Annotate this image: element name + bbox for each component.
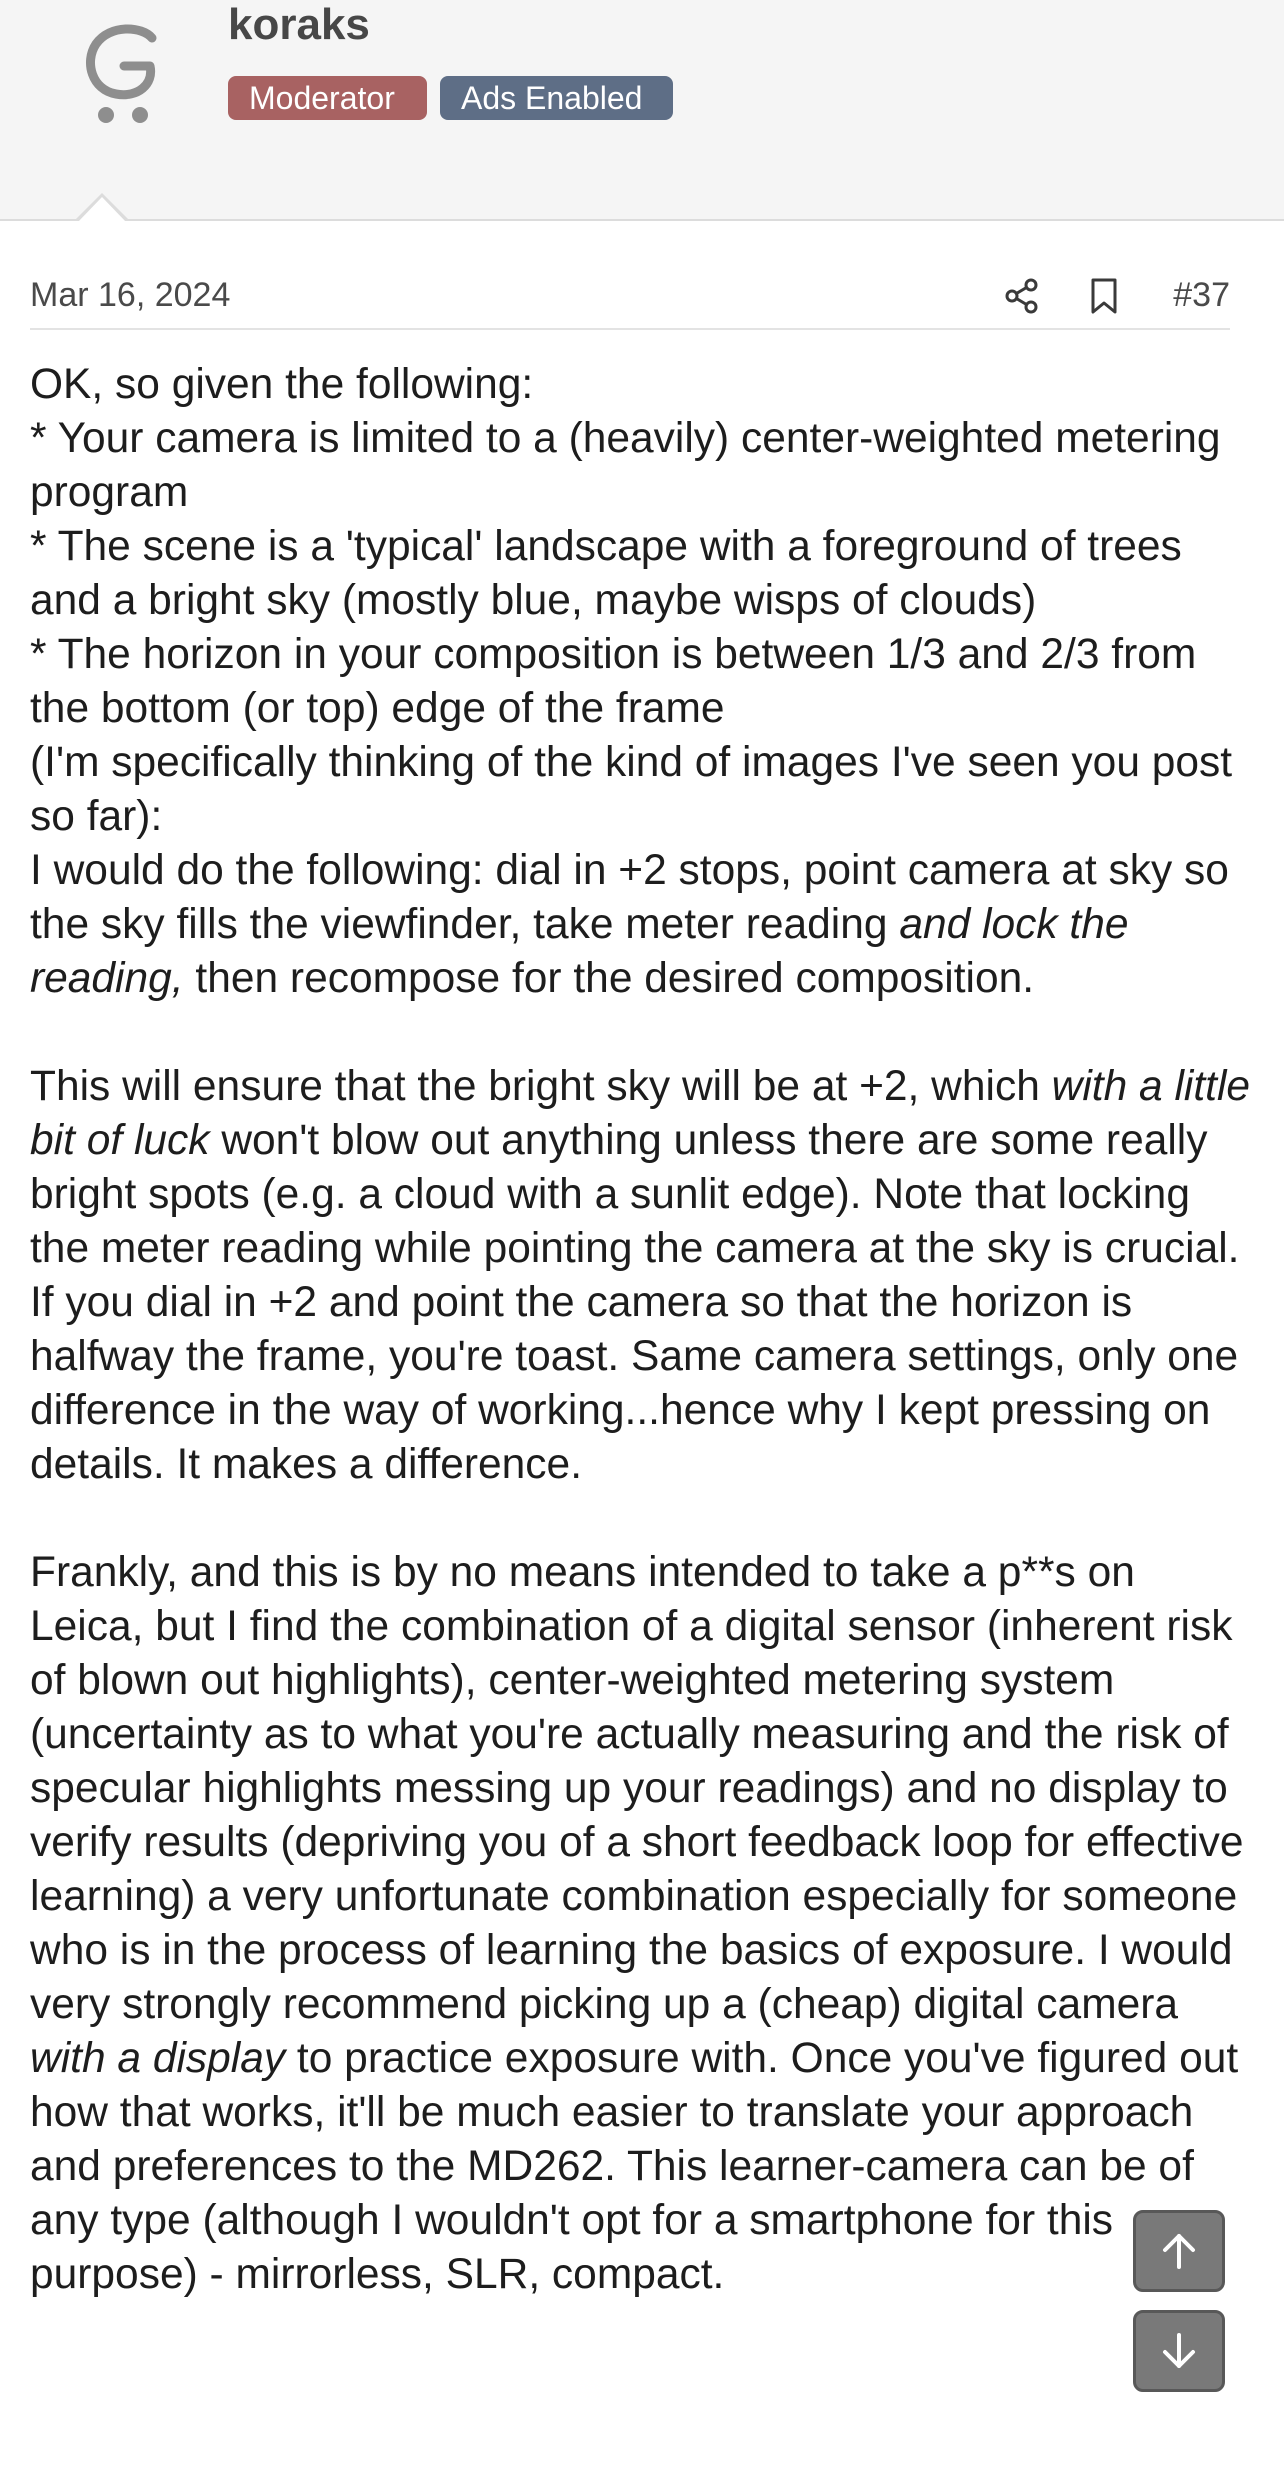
post-paragraph — [30, 358, 1260, 1006]
post-date[interactable]: Mar 16, 2024 — [30, 276, 231, 314]
post-text-italic: with a display — [30, 2035, 286, 2082]
post-text: to practice exposure with. Once you've figured out how that works, it'll be much easier to translate your approach and preferences to the MD262. This learner-camera can be of any type (although I wouldn't opt for a smartphone for this purpose) - mirrorless, SLR, compact. — [30, 2035, 1239, 2298]
scroll-to-bottom-button[interactable] — [1133, 2310, 1225, 2392]
post-text: I would do the following: dial in +2 stops, point camera at sky so the sky fills the viewfinder, take meter reading — [30, 847, 1229, 948]
post-number-link[interactable]: #37 — [1173, 276, 1230, 314]
paragraph-gap — [30, 1006, 1260, 1060]
post-text: * Your camera is limited to a (heavily) center-weighted metering program — [30, 415, 1221, 516]
share-icon[interactable] — [1002, 276, 1042, 316]
scroll-to-top-button[interactable] — [1133, 2210, 1225, 2292]
paragraph-gap — [30, 1492, 1260, 1546]
user-avatar[interactable] — [80, 18, 170, 128]
moderator-badge: Moderator — [228, 76, 427, 120]
post-text: This will ensure that the bright sky will be at +2, which — [30, 1063, 1052, 1110]
post-text-italic: and lock the reading, — [30, 901, 1129, 1002]
post-paragraph — [30, 1060, 1260, 1492]
post-body — [30, 358, 1260, 2302]
message-pointer-inner — [77, 197, 127, 223]
post-meta-row — [30, 270, 1230, 330]
post-text: OK, so given the following: — [30, 361, 534, 408]
post-text: Frankly, and this is by no means intended to take a p**s on Leica, but I find the combination of a digital sensor (inherent risk of blown out highlights), center-weighted metering system (uncertainty as to what you're actually measuring and the risk of specular highlights messing up your readings) and no display to verify results (depriving you of a short feedback loop for effective learning) a very unfortunate combination especially for someone who is in the process of learning the basics of exposure. I would very strongly recommend picking up a (cheap) digital camera — [30, 1549, 1244, 2028]
arrow-up-icon — [1159, 2231, 1199, 2271]
username[interactable]: koraks — [228, 0, 370, 49]
post-text: * The horizon in your composition is between 1/3 and 2/3 from the bottom (or top) edge of the frame — [30, 631, 1197, 732]
post-text: (I'm specifically thinking of the kind of images I've seen you post so far): — [30, 739, 1233, 840]
post-text: * The scene is a 'typical' landscape with a foreground of trees and a bright sky (mostly blue, maybe wisps of clouds) — [30, 523, 1182, 624]
user-header — [0, 0, 1284, 221]
g-logo-avatar-icon — [80, 18, 170, 128]
bookmark-icon[interactable] — [1084, 276, 1124, 316]
post-paragraph — [30, 1546, 1260, 2302]
ads-enabled-badge: Ads Enabled — [440, 76, 673, 120]
post-text: then recompose for the desired composition. — [183, 955, 1035, 1002]
post-text-italic: with a little bit of luck — [30, 1063, 1251, 1164]
post-text: won't blow out anything unless there are some really bright spots (e.g. a cloud with a sunlit edge). Note that locking the meter reading while pointing the camera at the sky is crucial. If you dial in +2 and point the camera so that the horizon is halfway the frame, you're toast. Same camera settings, only one difference in the way of working...hence why I kept pressing on details. It makes a difference. — [30, 1117, 1240, 1488]
arrow-down-icon — [1159, 2331, 1199, 2371]
